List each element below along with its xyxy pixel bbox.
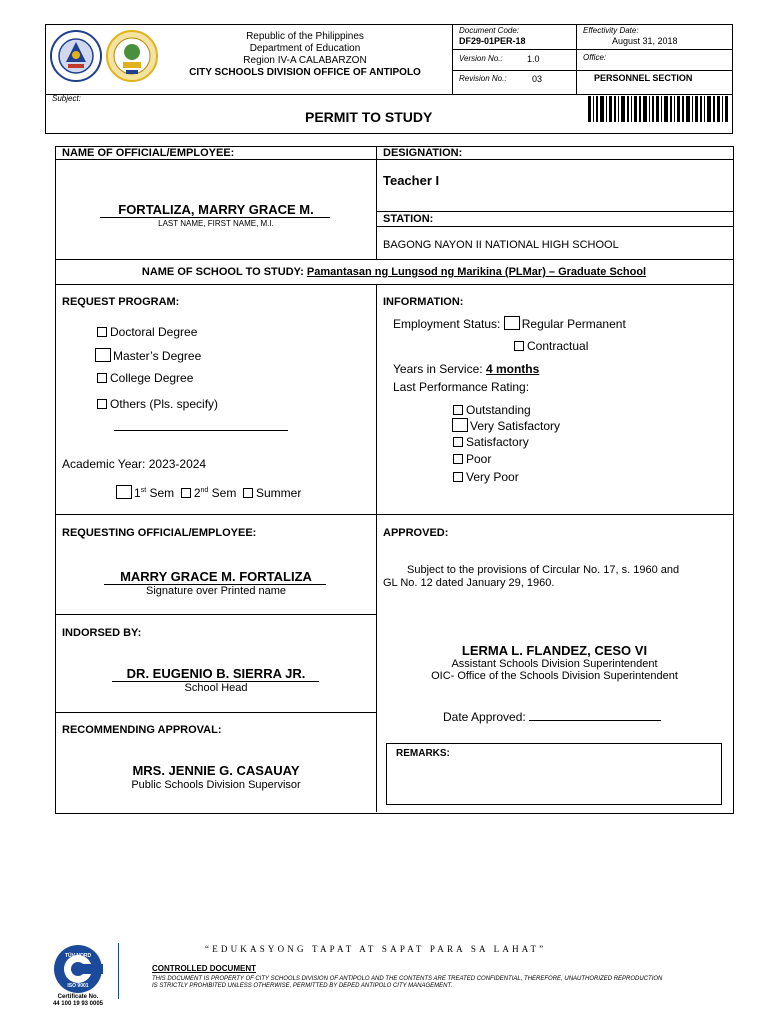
very-poor-label: Very Poor — [466, 470, 519, 484]
sem1-num: 1 — [134, 486, 141, 500]
requesting-name: MARRY GRACE M. FORTALIZA — [120, 569, 312, 584]
header-republic: Republic of the Philippines — [246, 31, 364, 42]
sem2-word: Sem — [208, 486, 237, 500]
date-approved-label: Date Approved: — [443, 710, 526, 724]
notice-line-1: THIS DOCUMENT IS PROPERTY OF CITY SCHOOLS DIVISION OF ANTIPOLO AND THE CONTENTS ARE TREATED CONFIDENTIAL, THEREFORE, UNAUTHORIZED REPRODUCTION — [152, 976, 663, 982]
academic-year: Academic Year: 2023-2024 — [62, 457, 207, 471]
office-label: Office: — [583, 53, 607, 62]
checkbox-icon[interactable] — [514, 341, 524, 351]
checkbox-icon[interactable] — [453, 405, 463, 415]
header-division: CITY SCHOOLS DIVISION OFFICE OF ANTIPOLO — [189, 67, 421, 78]
employment-status — [393, 316, 626, 331]
header-department: Department of Education — [249, 43, 361, 54]
motto: “EDUKASYONG TAPAT AT SAPAT PARA SA LAHAT” — [205, 944, 547, 954]
recommending-title: Public Schools Division Supervisor — [131, 779, 301, 791]
deped-seal-icon — [50, 30, 102, 82]
requesting-sub: Signature over Printed name — [145, 585, 287, 597]
document-title: PERMIT TO STUDY — [305, 109, 433, 125]
contractual-label: Contractual — [527, 339, 589, 353]
station-label: STATION: — [383, 213, 434, 225]
checkbox-icon[interactable] — [97, 399, 107, 409]
approved-text-2: GL No. 12 dated January 29, 1960. — [383, 577, 555, 589]
satisfactory-label: Satisfactory — [466, 435, 529, 449]
division-seal-icon — [106, 30, 158, 82]
requesting-label: REQUESTING OFFICIAL/EMPLOYEE: — [62, 527, 257, 539]
summer-label: Summer — [256, 486, 302, 500]
option-college-label: College Degree — [110, 371, 194, 385]
checkbox-icon[interactable] — [453, 437, 463, 447]
designation-value: Teacher I — [383, 173, 440, 188]
iso-label: ISO 9001 — [67, 983, 89, 989]
employee-name-hint: LAST NAME, FIRST NAME, M.I. — [158, 219, 274, 228]
controlled-document: CONTROLLED DOCUMENT — [152, 964, 256, 973]
sem1-word: Sem — [146, 486, 175, 500]
checkbox-icon[interactable] — [243, 488, 253, 498]
school-row — [55, 266, 733, 278]
years-label: Years in Service: — [393, 362, 483, 376]
checkbox-icon[interactable] — [453, 454, 463, 464]
outstanding-label: Outstanding — [466, 403, 531, 417]
option-masters[interactable] — [95, 348, 201, 363]
effectivity-date: August 31, 2018 — [612, 36, 678, 46]
sem2-num: 2 — [193, 486, 201, 500]
checkbox-icon[interactable] — [97, 373, 107, 383]
date-approved — [443, 708, 661, 724]
checkbox-icon[interactable] — [116, 485, 132, 499]
doc-code-label: Document Code: — [459, 26, 520, 35]
checkbox-icon[interactable] — [181, 488, 191, 498]
barcode-icon — [588, 96, 728, 122]
rating-poor[interactable] — [453, 452, 491, 466]
employee-name-label: NAME OF OFFICIAL/EMPLOYEE: — [62, 147, 235, 159]
rating-label: Last Performance Rating: — [393, 380, 530, 394]
approved-text-1: Subject to the provisions of Circular No. 17, s. 1960 and — [407, 564, 680, 576]
indorsed-title: School Head — [184, 682, 248, 694]
checkbox-icon[interactable] — [504, 316, 520, 330]
checkbox-icon[interactable] — [453, 472, 463, 482]
approver-title-1: Assistant Schools Division Superintendent — [451, 658, 658, 670]
cert-label: Certificate No. — [57, 994, 99, 1000]
version-no: 1.0 — [527, 54, 540, 64]
years-in-service — [393, 362, 539, 376]
doc-code: DF29-01PER-18 — [459, 36, 526, 46]
school-label: NAME OF SCHOOL TO STUDY: — [141, 266, 304, 278]
revision-no: 03 — [532, 74, 543, 84]
approver-title-2: OIC- Office of the Schools Division Superintendent — [431, 670, 678, 682]
others-specify-line[interactable] — [114, 430, 288, 431]
option-masters-label: Master’s Degree — [113, 349, 202, 363]
tuv-label: TÜV NORD — [64, 953, 92, 959]
years-value: 4 months — [485, 362, 540, 376]
revision-label: Revision No.: — [459, 74, 507, 83]
date-approved-field[interactable] — [529, 708, 661, 721]
indorsed-name: DR. EUGENIO B. SIERRA JR. — [126, 666, 306, 681]
recommending-name: MRS. JENNIE G. CASAUAY — [132, 763, 300, 778]
designation-label: DESIGNATION: — [383, 147, 463, 159]
effectivity-label: Effectivity Date: — [583, 26, 639, 35]
regular-permanent-label: Regular Permanent — [521, 317, 626, 331]
rating-satisfactory[interactable] — [453, 435, 529, 449]
option-others-label: Others (Pls. specify) — [110, 397, 219, 411]
approver-name: LERMA L. FLANDEZ, CESO VI — [461, 643, 648, 658]
option-doctoral-label: Doctoral Degree — [110, 325, 198, 339]
sem2-sup: nd — [200, 487, 209, 494]
employment-status-label: Employment Status: — [393, 317, 501, 331]
rating-very-satisfactory[interactable] — [452, 418, 560, 433]
rating-very-poor[interactable] — [453, 470, 519, 484]
notice-line-2: IS STRICTLY PROHIBITED UNLESS OTHERWISE, PERMITTED BY DEPED ANTIPOLO CITY MANAGEMENT. — [152, 983, 453, 989]
checkbox-icon[interactable] — [97, 327, 107, 337]
very-satisfactory-label: Very Satisfactory — [470, 419, 561, 433]
option-college[interactable] — [97, 371, 193, 385]
employee-name: FORTALIZA, MARRY GRACE M. — [118, 202, 314, 217]
station-value: BAGONG NAYON II NATIONAL HIGH SCHOOL — [383, 239, 619, 251]
cert-number: 44 100 19 93 0005 — [52, 1001, 104, 1007]
school-value: Pamantasan ng Lungsod ng Marikina (PLMar) – Graduate School — [306, 266, 647, 278]
checkbox-icon[interactable] — [452, 418, 468, 432]
indorsed-label: INDORSED BY: — [62, 627, 142, 639]
header-region: Region IV-A CALABARZON — [243, 55, 367, 66]
request-program-label: REQUEST PROGRAM: — [62, 296, 180, 308]
version-label: Version No.: — [459, 54, 503, 63]
poor-label: Poor — [466, 452, 492, 466]
approved-label: APPROVED: — [383, 527, 449, 539]
option-contractual[interactable] — [514, 339, 588, 353]
rating-outstanding[interactable] — [453, 403, 531, 417]
information-label: INFORMATION: — [383, 296, 464, 308]
subject-label: Subject: — [52, 94, 81, 103]
office: PERSONNEL SECTION — [594, 73, 693, 83]
option-others[interactable] — [97, 397, 218, 411]
option-doctoral[interactable] — [97, 325, 197, 339]
remarks-label: REMARKS: — [396, 748, 450, 759]
recommending-label: RECOMMENDING APPROVAL: — [62, 724, 222, 736]
semester-row — [116, 485, 301, 500]
checkbox-icon[interactable] — [95, 348, 111, 362]
sem1-sup: st — [140, 487, 147, 494]
